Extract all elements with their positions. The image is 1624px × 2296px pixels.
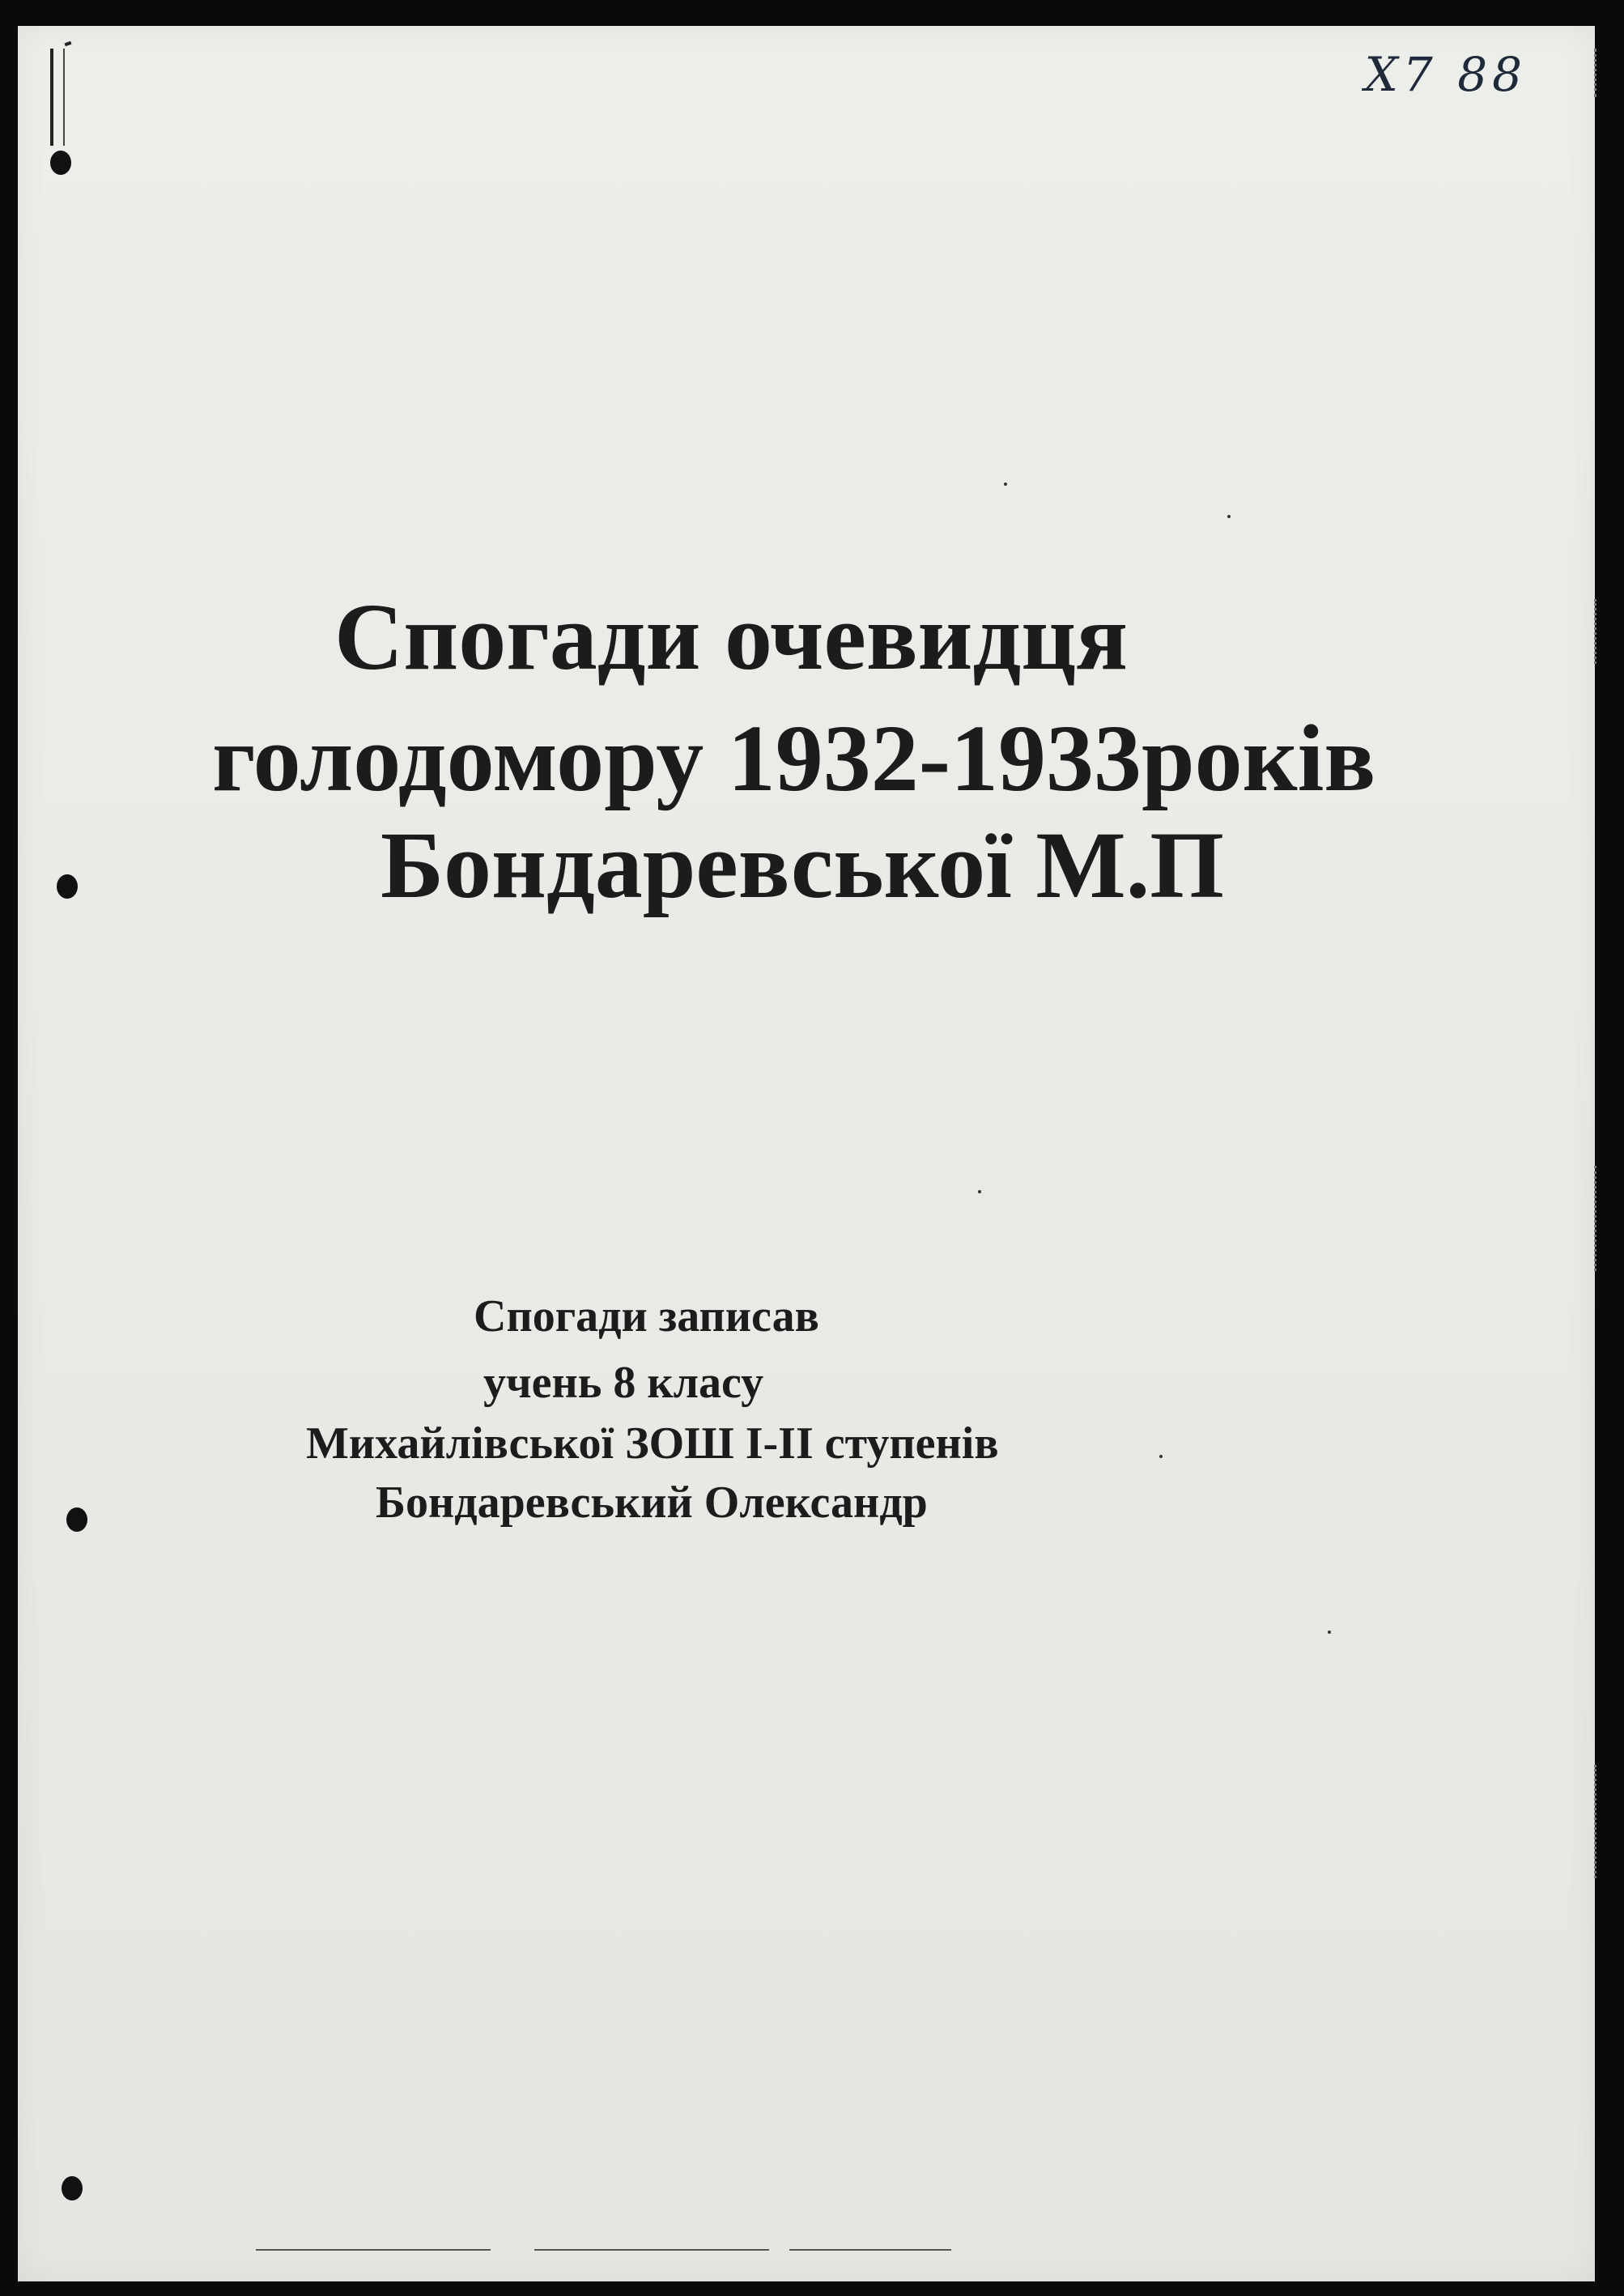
punch-hole	[62, 2176, 83, 2200]
dust-speck	[1227, 515, 1231, 518]
punch-hole	[50, 151, 71, 175]
credit-line-4: Бондаревський Олександр	[376, 1478, 928, 1528]
title-line-2: голодомору 1932-1933років	[212, 705, 1376, 811]
credit-line-1: Спогади записав	[474, 1291, 819, 1341]
punch-hole	[66, 1507, 87, 1532]
paper-clip-mark	[50, 49, 65, 146]
credit-line-3: Михайлівської ЗОШ І-ІІ ступенів	[306, 1418, 999, 1469]
dust-speck	[978, 1190, 981, 1193]
title-line-3: Бондаревської М.П	[380, 812, 1225, 918]
bottom-edge-line	[256, 2249, 491, 2251]
bottom-edge-line	[534, 2249, 769, 2251]
dust-speck	[1004, 483, 1007, 486]
dust-speck	[1159, 1455, 1163, 1458]
edge-scan-marks	[1594, 599, 1601, 664]
dust-speck	[1328, 1631, 1331, 1634]
edge-scan-marks	[1594, 1166, 1601, 1271]
edge-scan-marks	[1594, 49, 1601, 97]
title-line-1: Спогади очевидця	[334, 584, 1129, 690]
handwritten-page-number: X7 88	[1364, 47, 1527, 102]
paper-sheet	[18, 26, 1595, 2281]
bottom-edge-line	[789, 2249, 951, 2251]
punch-hole	[57, 874, 78, 899]
credit-line-2: учень 8 класу	[483, 1358, 764, 1408]
edge-scan-marks	[1594, 1765, 1601, 1878]
